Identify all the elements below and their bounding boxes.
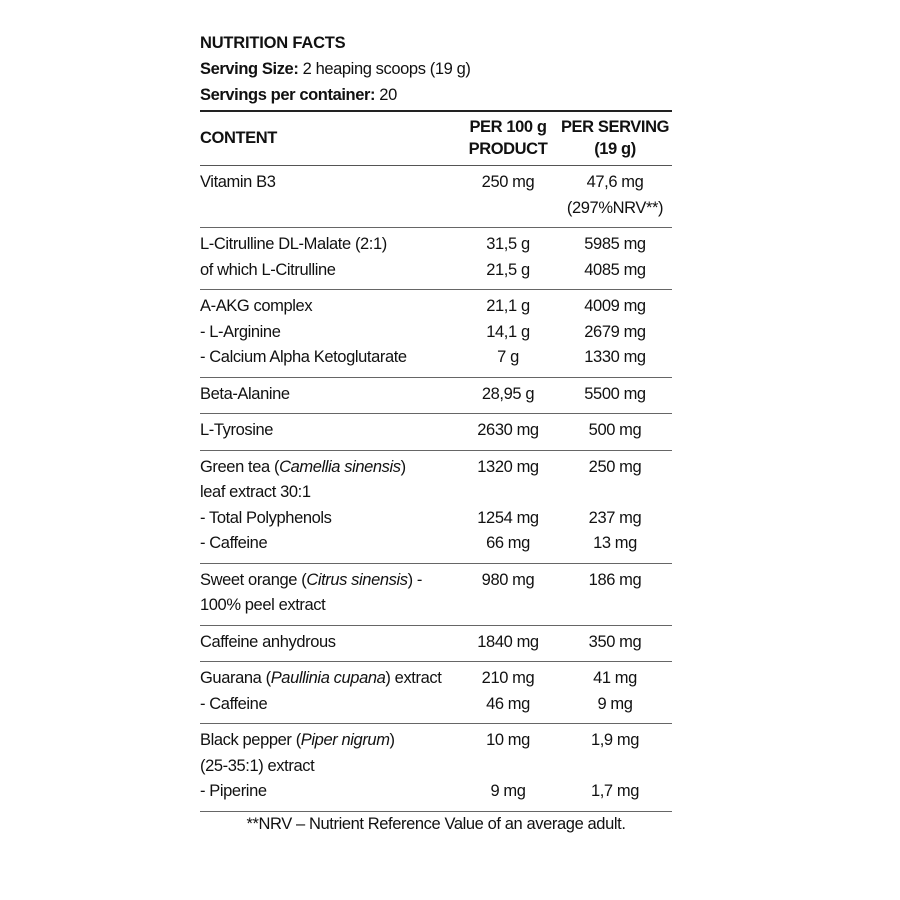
per-serving-value (558, 754, 672, 780)
serving-size-value: 2 heaping scoops (19 g) (298, 60, 471, 78)
per-serving-value: 186 mg (588, 570, 642, 589)
ingredient-text: - Piperine (200, 782, 267, 800)
per-serving-value: 1330 mg (584, 348, 646, 366)
ingredient-text: Vitamin B3 (200, 173, 276, 191)
per-100g-value: 2630 mg (477, 421, 539, 439)
table-row (200, 377, 672, 414)
per-serving-value: 1,7 mg (590, 782, 640, 800)
per-100g-cell (458, 290, 558, 378)
ingredient-line (200, 506, 458, 532)
ingredient-text: ) - (407, 570, 422, 589)
nutrition-facts-title: NUTRITION FACTS (200, 34, 346, 52)
ingredient-text: ) (400, 457, 406, 476)
ingredient-line (200, 320, 458, 346)
ingredient-text: (25-35:1) extract (200, 756, 315, 775)
per-serving-cell (558, 166, 672, 228)
ingredient-text: - Total Polyphenols (200, 508, 332, 527)
table-row (200, 414, 672, 451)
ingredient-text: Beta-Alanine (200, 384, 290, 403)
servings-value: 20 (375, 86, 397, 104)
per-100g-value (458, 754, 558, 780)
column-header-per-serving (558, 111, 672, 166)
table-row (200, 450, 672, 563)
table-row (200, 290, 672, 378)
table-row (200, 724, 672, 812)
per-100g-value: 250 mg (481, 173, 535, 191)
ingredient-text: - Calcium Alpha Ketoglutarate (200, 348, 407, 366)
ingredient-text: A-AKG complex (200, 297, 313, 315)
ingredient-cell (200, 450, 458, 563)
ingredient-line (200, 232, 458, 258)
per-serving-value: 500 mg (588, 421, 642, 439)
ingredient-cell (200, 662, 458, 724)
ingredient-line (200, 345, 458, 371)
per-serving-cell (558, 563, 672, 625)
per-100g-value: 9 mg (490, 782, 526, 800)
table-row (200, 228, 672, 290)
ingredient-text: 100% peel extract (200, 596, 326, 614)
per-100g-cell (458, 563, 558, 625)
per-serving-value: 47,6 mg (586, 173, 644, 191)
ingredient-line (200, 455, 458, 481)
ingredient-text: Green tea ( (200, 457, 280, 476)
ingredient-line (200, 630, 458, 656)
ingredient-line (200, 692, 458, 718)
latin-name: Camellia sinensis (279, 457, 401, 476)
per-serving-value: 9 mg (597, 694, 633, 713)
per-serving-value: 13 mg (593, 534, 637, 552)
ingredient-cell (200, 414, 458, 451)
per-serving-value: 4085 mg (584, 260, 646, 279)
table-row (200, 563, 672, 625)
per-100g-value: 10 mg (486, 731, 530, 749)
per-100g-value: 46 mg (486, 694, 530, 713)
per-100g-cell (458, 625, 558, 662)
column-header-per-100g-line: PRODUCT (468, 140, 548, 158)
ingredient-line (200, 754, 458, 780)
per-100g-cell (458, 724, 558, 812)
nutrition-facts-panel (200, 30, 672, 834)
per-serving-value: 237 mg (588, 508, 642, 527)
per-serving-value (558, 480, 672, 506)
table-row (200, 166, 672, 228)
per-100g-cell (458, 228, 558, 290)
ingredient-text: Sweet orange ( (200, 570, 307, 589)
ingredient-line (200, 666, 458, 692)
per-100g-value: 14,1 g (486, 322, 530, 341)
per-serving-value: 5500 mg (584, 384, 646, 403)
per-100g-cell (458, 414, 558, 451)
per-serving-cell (558, 228, 672, 290)
ingredient-cell (200, 228, 458, 290)
ingredient-text: Caffeine anhydrous (200, 632, 336, 651)
ingredient-line (200, 568, 458, 594)
serving-size-line (200, 56, 672, 82)
ingredient-line (200, 593, 458, 619)
per-100g-value: 7 g (497, 348, 519, 366)
ingredient-line (200, 728, 458, 754)
ingredient-text: - Caffeine (200, 694, 268, 713)
table-row (200, 625, 672, 662)
per-serving-cell (558, 290, 672, 378)
ingredient-text: leaf extract 30:1 (200, 483, 311, 501)
column-header-per-100g (458, 111, 558, 166)
ingredient-line (200, 531, 458, 557)
ingredient-text: - L-Arginine (200, 322, 281, 341)
ingredient-line (200, 779, 458, 805)
ingredient-cell (200, 166, 458, 228)
ingredient-text: Guarana ( (200, 669, 271, 687)
servings-label: Servings per container: (200, 86, 376, 104)
ingredient-line (200, 170, 458, 196)
table-body (200, 166, 672, 812)
latin-name: Paullinia cupana (270, 669, 386, 687)
table-row (200, 662, 672, 724)
serving-size-label: Serving Size: (200, 60, 299, 78)
per-100g-value: 1840 mg (477, 632, 539, 651)
ingredient-text: ) extract (385, 669, 442, 687)
per-100g-value: 1320 mg (477, 457, 539, 476)
per-serving-value: 250 mg (588, 457, 642, 476)
ingredient-line (200, 258, 458, 284)
per-100g-value: 31,5 g (486, 235, 530, 253)
nutrition-table (200, 110, 672, 812)
per-serving-value: 5985 mg (584, 235, 646, 253)
per-serving-cell (558, 414, 672, 451)
ingredient-text: - Caffeine (200, 534, 268, 552)
ingredient-text: ) (389, 731, 395, 749)
per-serving-cell (558, 625, 672, 662)
per-100g-value: 28,95 g (481, 384, 535, 403)
per-serving-cell (558, 377, 672, 414)
per-100g-value: 210 mg (481, 669, 535, 687)
column-header-per-serving-line: (19 g) (594, 140, 636, 158)
per-100g-cell (458, 377, 558, 414)
latin-name: Piper nigrum (300, 731, 390, 749)
per-100g-cell (458, 166, 558, 228)
per-serving-value: (297%NRV**) (566, 198, 664, 217)
per-serving-cell (558, 450, 672, 563)
ingredient-line (200, 382, 458, 408)
latin-name: Citrus sinensis (306, 570, 408, 589)
per-100g-cell (458, 450, 558, 563)
ingredient-cell (200, 724, 458, 812)
column-header-per-100g-line: PER 100 g (469, 118, 547, 136)
per-serving-cell (558, 662, 672, 724)
ingredient-line (200, 418, 458, 444)
per-serving-value: 4009 mg (584, 297, 646, 315)
ingredient-text: of which L-Citrulline (200, 260, 336, 279)
column-header-per-serving-line: PER SERVING (560, 118, 670, 136)
per-serving-value: 41 mg (593, 669, 637, 687)
ingredient-cell (200, 563, 458, 625)
ingredient-text: L-Tyrosine (200, 421, 274, 439)
per-serving-value: 350 mg (588, 632, 642, 651)
ingredient-cell (200, 377, 458, 414)
per-100g-value: 66 mg (486, 534, 530, 552)
per-100g-value (458, 480, 558, 506)
per-100g-value: 21,1 g (486, 297, 530, 315)
per-serving-value: 2679 mg (584, 322, 646, 341)
per-serving-cell (558, 724, 672, 812)
servings-per-container-line (200, 82, 672, 108)
nrv-footnote: **NRV – Nutrient Reference Value of an average adult. (246, 814, 626, 833)
per-100g-cell (458, 662, 558, 724)
per-100g-value: 21,5 g (486, 260, 530, 279)
table-header-row (200, 111, 672, 166)
ingredient-text: L-Citrulline DL-Malate (2:1) (200, 235, 387, 253)
per-100g-value: 980 mg (481, 570, 535, 589)
ingredient-text: Black pepper ( (200, 731, 301, 749)
column-header-content: CONTENT (200, 129, 277, 147)
per-100g-value: 1254 mg (477, 508, 539, 527)
ingredient-cell (200, 625, 458, 662)
ingredient-line (200, 480, 458, 506)
ingredient-cell (200, 290, 458, 378)
per-serving-value: 1,9 mg (590, 731, 640, 749)
ingredient-line (200, 294, 458, 320)
